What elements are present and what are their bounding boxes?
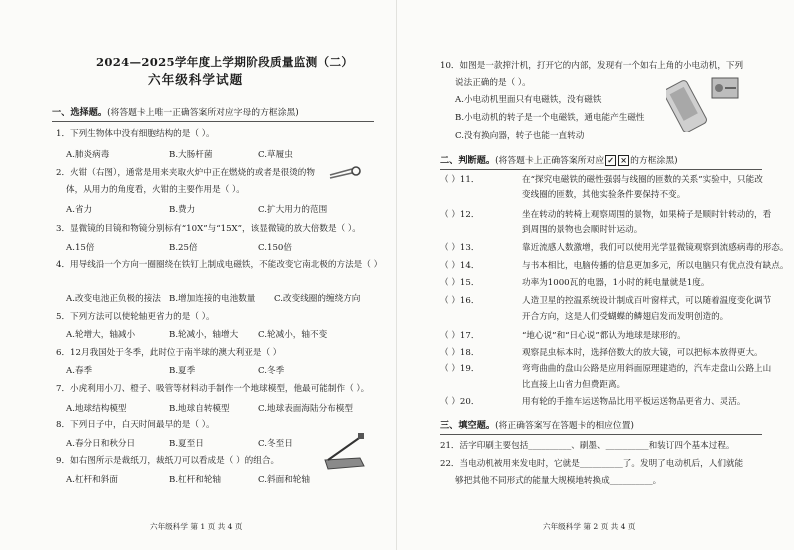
exam-title: 2024—2025学年度上学期阶段质量监测（二） — [96, 55, 354, 69]
fill-question-22-line-1: 22．当电动机被用来发电时，它就是__________了。发明了电动机后，人们就能 — [440, 459, 744, 469]
q10-option-a: A.小电动机里面只有电磁铁，没有磁铁 — [455, 95, 602, 105]
judgment-14-line-1: 与书本相比，电脑传播的信息更加多元，所以电脑只有优点没有缺点。 — [522, 261, 789, 271]
section-3-rule — [440, 434, 762, 435]
section-2-header — [440, 155, 678, 167]
fill-question-22-line-2: 够把其他不同形式的能量大规模地转换成__________。 — [455, 476, 662, 486]
q7-option-b: B.地球自转模型 — [169, 404, 230, 414]
q4-option-a: A.改变电池正负极的接法 — [66, 294, 161, 304]
q8-option-c: C.冬至日 — [258, 439, 293, 449]
section-2-note-before: (将答题卡上正确答案所对应 — [495, 156, 605, 166]
juicer-motor-illustration — [666, 74, 744, 132]
q9-option-b: B.杠杆和轮轴 — [169, 475, 222, 485]
judgment-14-number: （ ）14． — [440, 261, 480, 271]
q6-option-a: A.春季 — [66, 366, 93, 376]
question-5: 5．下列方法可以使轮轴更省力的是（ ）。 — [56, 312, 215, 322]
q9-option-c: C.斜面和轮轴 — [258, 475, 310, 485]
section-3-header — [440, 420, 634, 432]
judgment-18-line-1: 观察昆虫标本时，选择倍数大的放大镜，可以把标本放得更大。 — [522, 348, 763, 358]
q1-option-c: C.草履虫 — [258, 150, 293, 160]
judgment-20-number: （ ）20． — [440, 397, 480, 407]
q2-option-b: B.费力 — [169, 205, 196, 215]
question-3: 3．显微镜的目镜和物镜分别标有“10X”与“15X”，该显微镜的放大倍数是（ ）。 — [56, 224, 361, 234]
section-1-rule — [52, 121, 374, 122]
q5-option-c: C.轮减小，轴不变 — [258, 330, 328, 340]
question-8: 8．下列日子中，白天时间最早的是（ ）。 — [56, 420, 215, 430]
q8-option-b: B.夏至日 — [169, 439, 204, 449]
q4-option-c: C.改变线圈的缠绕方向 — [274, 294, 361, 304]
judgment-15-line-1: 功率为1000瓦的电器，1小时的耗电量就是1度。 — [522, 278, 710, 288]
fire-tongs-illustration — [328, 160, 362, 182]
q5-option-a: A.轮增大，轴减小 — [66, 330, 136, 340]
fill-question-21: 21．活字印刷主要包括__________、刷墨、__________和装订四个基本过程。 — [440, 441, 735, 451]
question-10-line-1: 10．如图是一款搾汁机，打开它的内部，发现有一个如右上角的小电动机，下列 — [440, 61, 744, 71]
section-1-header — [52, 107, 299, 119]
question-2-line-1: 2．火钳（右图），通常是用来夹取火炉中正在燃烧的或者是很烫的物 — [56, 168, 315, 178]
section-2-note-after: 的方框涂黑) — [630, 156, 678, 166]
judgment-17-line-1: “地心说”和“日心说”都认为地球是球形的。 — [522, 331, 686, 341]
judgment-16-number: （ ）16． — [440, 296, 480, 306]
judgment-15-number: （ ）15． — [440, 278, 480, 288]
judgment-19-line-2: 比直接上山省力但费距离。 — [522, 380, 626, 390]
q3-option-a: A.15倍 — [66, 243, 95, 253]
cross-box-icon: × — [618, 155, 629, 166]
judgment-12-line-1: 坐在转动的转椅上观察周围的景物，如果椅子是顺时针转动的，看 — [522, 210, 772, 220]
q1-option-a: A.肺炎病毒 — [66, 150, 110, 160]
question-2-line-2: 体，从用力的角度看，火钳的主要作用是（ ）。 — [66, 185, 245, 195]
judgment-16-line-1: 人造卫星的控温系统设计制成百叶窗样式，可以随着温度变化调节 — [522, 296, 772, 306]
page-gutter — [396, 0, 397, 550]
q2-option-c: C.扩大用力的范围 — [258, 205, 328, 215]
q8-option-a: A.春分日和秋分日 — [66, 439, 136, 449]
paper-cutter-illustration — [322, 432, 366, 472]
q3-option-c: C.150倍 — [258, 243, 292, 253]
right-page-footer: 六年级科学 第 2 页 共 4 页 — [543, 522, 636, 531]
section-1-note: (将答题卡上唯一正确答案所对应字母的方框涂黑) — [107, 108, 299, 118]
judgment-11-line-1: 在“探究电磁铁的磁性强弱与线圈的匝数的关系”实验中，只能改 — [522, 175, 763, 185]
q7-option-a: A.地球结构模型 — [66, 404, 127, 414]
section-2-heading: 二、判断题。 — [440, 155, 496, 166]
q4-option-b: B.增加连接的电池数量 — [169, 294, 256, 304]
question-6: 6．12月我国处于冬季，此时位于南半球的澳大利亚是（ ） — [56, 348, 282, 358]
judgment-11-number: （ ）11． — [440, 175, 480, 185]
q5-option-b: B.轮减小，轴增大 — [169, 330, 239, 340]
question-4: 4．用导线沿一个方向一圈圈绕在铁钉上制成电磁铁，不能改变它南北极的方法是（ ） — [56, 260, 383, 270]
judgment-13-line-1: 靠近流感人数激增，我们可以使用光学显微镜观察到流感病毒的形态。 — [522, 243, 789, 253]
left-page-footer: 六年级科学 第 1 页 共 4 页 — [150, 522, 243, 531]
q10-option-b: B.小电动机的转子是一个电磁铁，通电能产生磁性 — [455, 113, 645, 123]
q1-option-b: B.大肠杆菌 — [169, 150, 213, 160]
judgment-17-number: （ ）17． — [440, 331, 480, 341]
question-9: 9．如右图所示是裁纸刀，裁纸刀可以看成是（ ）的组合。 — [56, 456, 280, 466]
section-3-note: (将正确答案写在答题卡的相应位置) — [495, 421, 634, 431]
exam-subtitle: 六年级科学试题 — [148, 72, 244, 87]
judgment-19-line-1: 弯弯曲曲的盘山公路是应用斜面原理建造的，汽车走盘山公路上山 — [522, 364, 772, 374]
q6-option-c: C.冬季 — [258, 366, 285, 376]
q3-option-b: B.25倍 — [169, 243, 198, 253]
q10-option-c: C.没有换向器，转子也能一直转动 — [455, 131, 585, 141]
judgment-13-number: （ ）13． — [440, 243, 480, 253]
judgment-11-line-2: 变线圈的匝数，其他实验条件要保持不变。 — [522, 190, 686, 200]
q2-option-a: A.省力 — [66, 205, 93, 215]
q9-option-a: A.杠杆和斜面 — [66, 475, 118, 485]
question-10-line-2: 说法正确的是（ ）。 — [455, 78, 531, 88]
judgment-12-line-2: 到周围的景物也会顺时针运动。 — [522, 225, 643, 235]
section-1-heading: 一、选择题。 — [52, 107, 108, 118]
judgment-19-number: （ ）19． — [440, 364, 480, 374]
judgment-18-number: （ ）18． — [440, 348, 480, 358]
question-7: 7．小虎利用小刀、橙子、吸管等材料动手制作一个地球模型，他最可能制作（ ）。 — [56, 384, 370, 394]
q6-option-b: B.夏季 — [169, 366, 196, 376]
judgment-20-line-1: 用有轮的手推车运送物品比用平板运送物品更省力、灵活。 — [522, 397, 746, 407]
section-3-heading: 三、填空题。 — [440, 420, 496, 431]
judgment-16-line-2: 开合方向，这是人们受蝴蝶的鳞翅启发而发明创造的。 — [522, 312, 729, 322]
judgment-12-number: （ ）12． — [440, 210, 480, 220]
check-box-icon: ✓ — [605, 155, 616, 166]
section-2-rule — [440, 169, 762, 170]
q7-option-c: C.地球表面海陆分布模型 — [258, 404, 353, 414]
question-1: 1．下列生物体中没有细胞结构的是（ ）。 — [56, 129, 215, 139]
